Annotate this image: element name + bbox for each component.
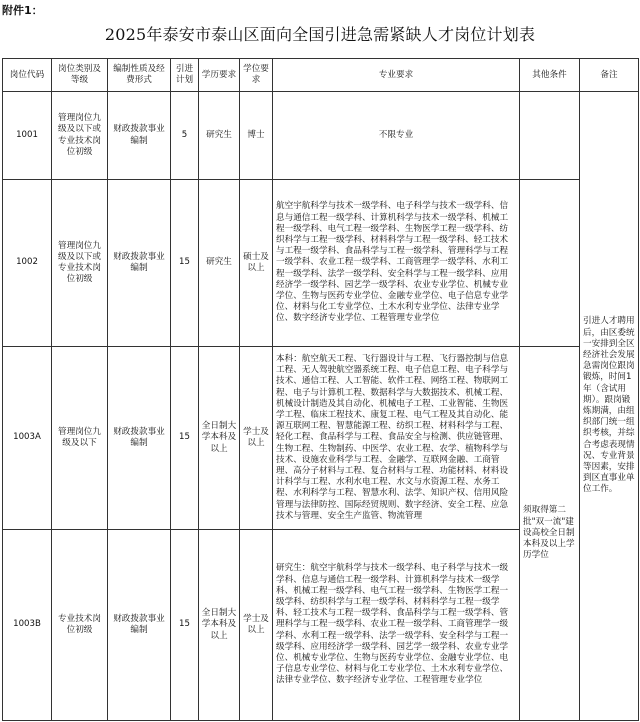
row-category: 专业技术岗位初级	[52, 530, 108, 721]
row-code: 1003B	[3, 530, 52, 721]
row-education: 研究生	[199, 180, 240, 347]
header-staffing: 编制性质及经费形式	[108, 59, 171, 92]
row-category: 管理岗位九级及以下或专业技术岗位初级	[52, 180, 108, 347]
row-other	[520, 92, 580, 180]
header-count: 引进计划	[171, 59, 199, 92]
row-count: 15	[171, 347, 199, 530]
position-plan-table	[2, 58, 639, 721]
row-other	[520, 180, 580, 347]
header-other: 其他条件	[520, 59, 580, 92]
row-degree: 学士及以上	[240, 530, 273, 721]
row-code: 1001	[3, 92, 52, 180]
row-code: 1003A	[3, 347, 52, 530]
header-degree: 学位要求	[240, 59, 273, 92]
remark-cell: 引进人才聘用后，由区委统一安排到全区经济社会发展急需岗位跟岗锻炼，时间1年（含试用期）。跟岗锻炼期满，由组织部门统一组织考核，并综合考虑表现情况、专业背景等因素，安排到区直事业单位工作。	[580, 92, 639, 721]
row-major: 不限专业	[273, 92, 520, 180]
header-code: 岗位代码	[3, 59, 52, 92]
table-row	[3, 347, 639, 530]
row-major: 航空宇航科学与技术一级学科、电子科学与技术一级学科、信息与通信工程一级学科、计算机科学与技术一级学科、机械工程一级学科、电气工程一级学科、生物医学工程一级学科、纺织科学与工程一级学科、材料科学与工程一级学科、轻工技术与工程一级学科、食品科学与工程一级学科、管理科学与工程一级学科、农业工程一级学科、工商管理学一级学科、水利工程一级学科、法学一级学科、安全科学与工程一级学科、应用经济学一级学科、园艺学一级学科、农业专业学位、机械专业学位、生物与医药专业学位、金融专业学位、电子信息专业学位、材料与化工专业学位、土木水利专业学位、法律专业学位、数字经济专业学位、工程管理专业学位	[273, 180, 520, 347]
table-row	[3, 92, 639, 180]
header-row	[3, 59, 639, 92]
row-degree: 硕士及以上	[240, 180, 273, 347]
row-category: 管理岗位九级及以下	[52, 347, 108, 530]
row-count: 5	[171, 92, 199, 180]
row-major: 本科：航空航天工程、飞行器设计与工程、飞行器控制与信息工程、无人驾驶航空器系统工程、电子信息工程、电子科学与技术、通信工程、人工智能、软件工程、网络工程、物联网工程、电子与计算机工程、数据科学与大数据技术、机械工程、机械设计制造及其自动化、机械电子工程、工业智能、生物医学工程、临床工程技术、康复工程、电气工程及其自动化、能源互联网工程、智慧能源工程、纺织工程、材料科学与工程、轻化工程、食品科学与工程、食品安全与检测、供应链管理、生物工程、生物制药、中医学、农业工程、农学、植物科学与技术、设施农业科学与工程、金融学、互联网金融、工商管理、高分子材料与工程、复合材料与工程、功能材料、材料设计科学与工程、水利水电工程、水文与水资源工程、水务工程、水利科学与工程、智慧水利、法学、知识产权、信用风险管理与法律防控、国际经贸规则、数字经济、安全工程、应急技术与管理、安全生产监管、物流管理	[273, 347, 520, 530]
row-staffing: 财政拨款事业编制	[108, 347, 171, 530]
row-staffing: 财政拨款事业编制	[108, 92, 171, 180]
other-conditions-cell: 须取得第二批"双一流"建设高校全日制本科及以上学历学位	[520, 347, 580, 721]
row-staffing: 财政拨款事业编制	[108, 530, 171, 721]
row-degree: 学士及以上	[240, 347, 273, 530]
row-degree: 博士	[240, 92, 273, 180]
row-education: 全日制大学本科及以上	[199, 347, 240, 530]
row-education: 研究生	[199, 92, 240, 180]
attachment-label: 附件1：	[2, 4, 43, 17]
table-row	[3, 180, 639, 347]
row-major: 研究生：航空宇航科学与技术一级学科、电子科学与技术一级学科、信息与通信工程一级学科、计算机科学与技术一级学科、机械工程一级学科、电气工程一级学科、生物医学工程一级学科、纺织科学与工程一级学科、材料科学与工程一级学科、轻工技术与工程一级学科、食品科学与工程一级学科、管理科学与工程一级学科、农业工程一级学科、工商管理学一级学科、水利工程一级学科、法学一级学科、安全科学与工程一级学科、应用经济学一级学科、园艺学一级学科、农业专业学位、机械专业学位、生物与医药专业学位、金融专业学位、电子信息专业学位、材料与化工专业学位、土木水利专业学位、法律专业学位、数字经济专业学位、工程管理专业学位	[273, 530, 520, 721]
header-major: 专业要求	[273, 59, 520, 92]
row-code: 1002	[3, 180, 52, 347]
row-count: 15	[171, 180, 199, 347]
header-category: 岗位类别及等级	[52, 59, 108, 92]
header-education: 学历要求	[199, 59, 240, 92]
row-staffing: 财政拨款事业编制	[108, 180, 171, 347]
row-education: 全日制大学本科及以上	[199, 530, 240, 721]
page-title: 2025年泰安市泰山区面向全国引进急需紧缺人才岗位计划表	[104, 25, 536, 44]
row-category: 管理岗位九级及以下或专业技术岗位初级	[52, 92, 108, 180]
row-count: 15	[171, 530, 199, 721]
header-remark: 备注	[580, 59, 639, 92]
